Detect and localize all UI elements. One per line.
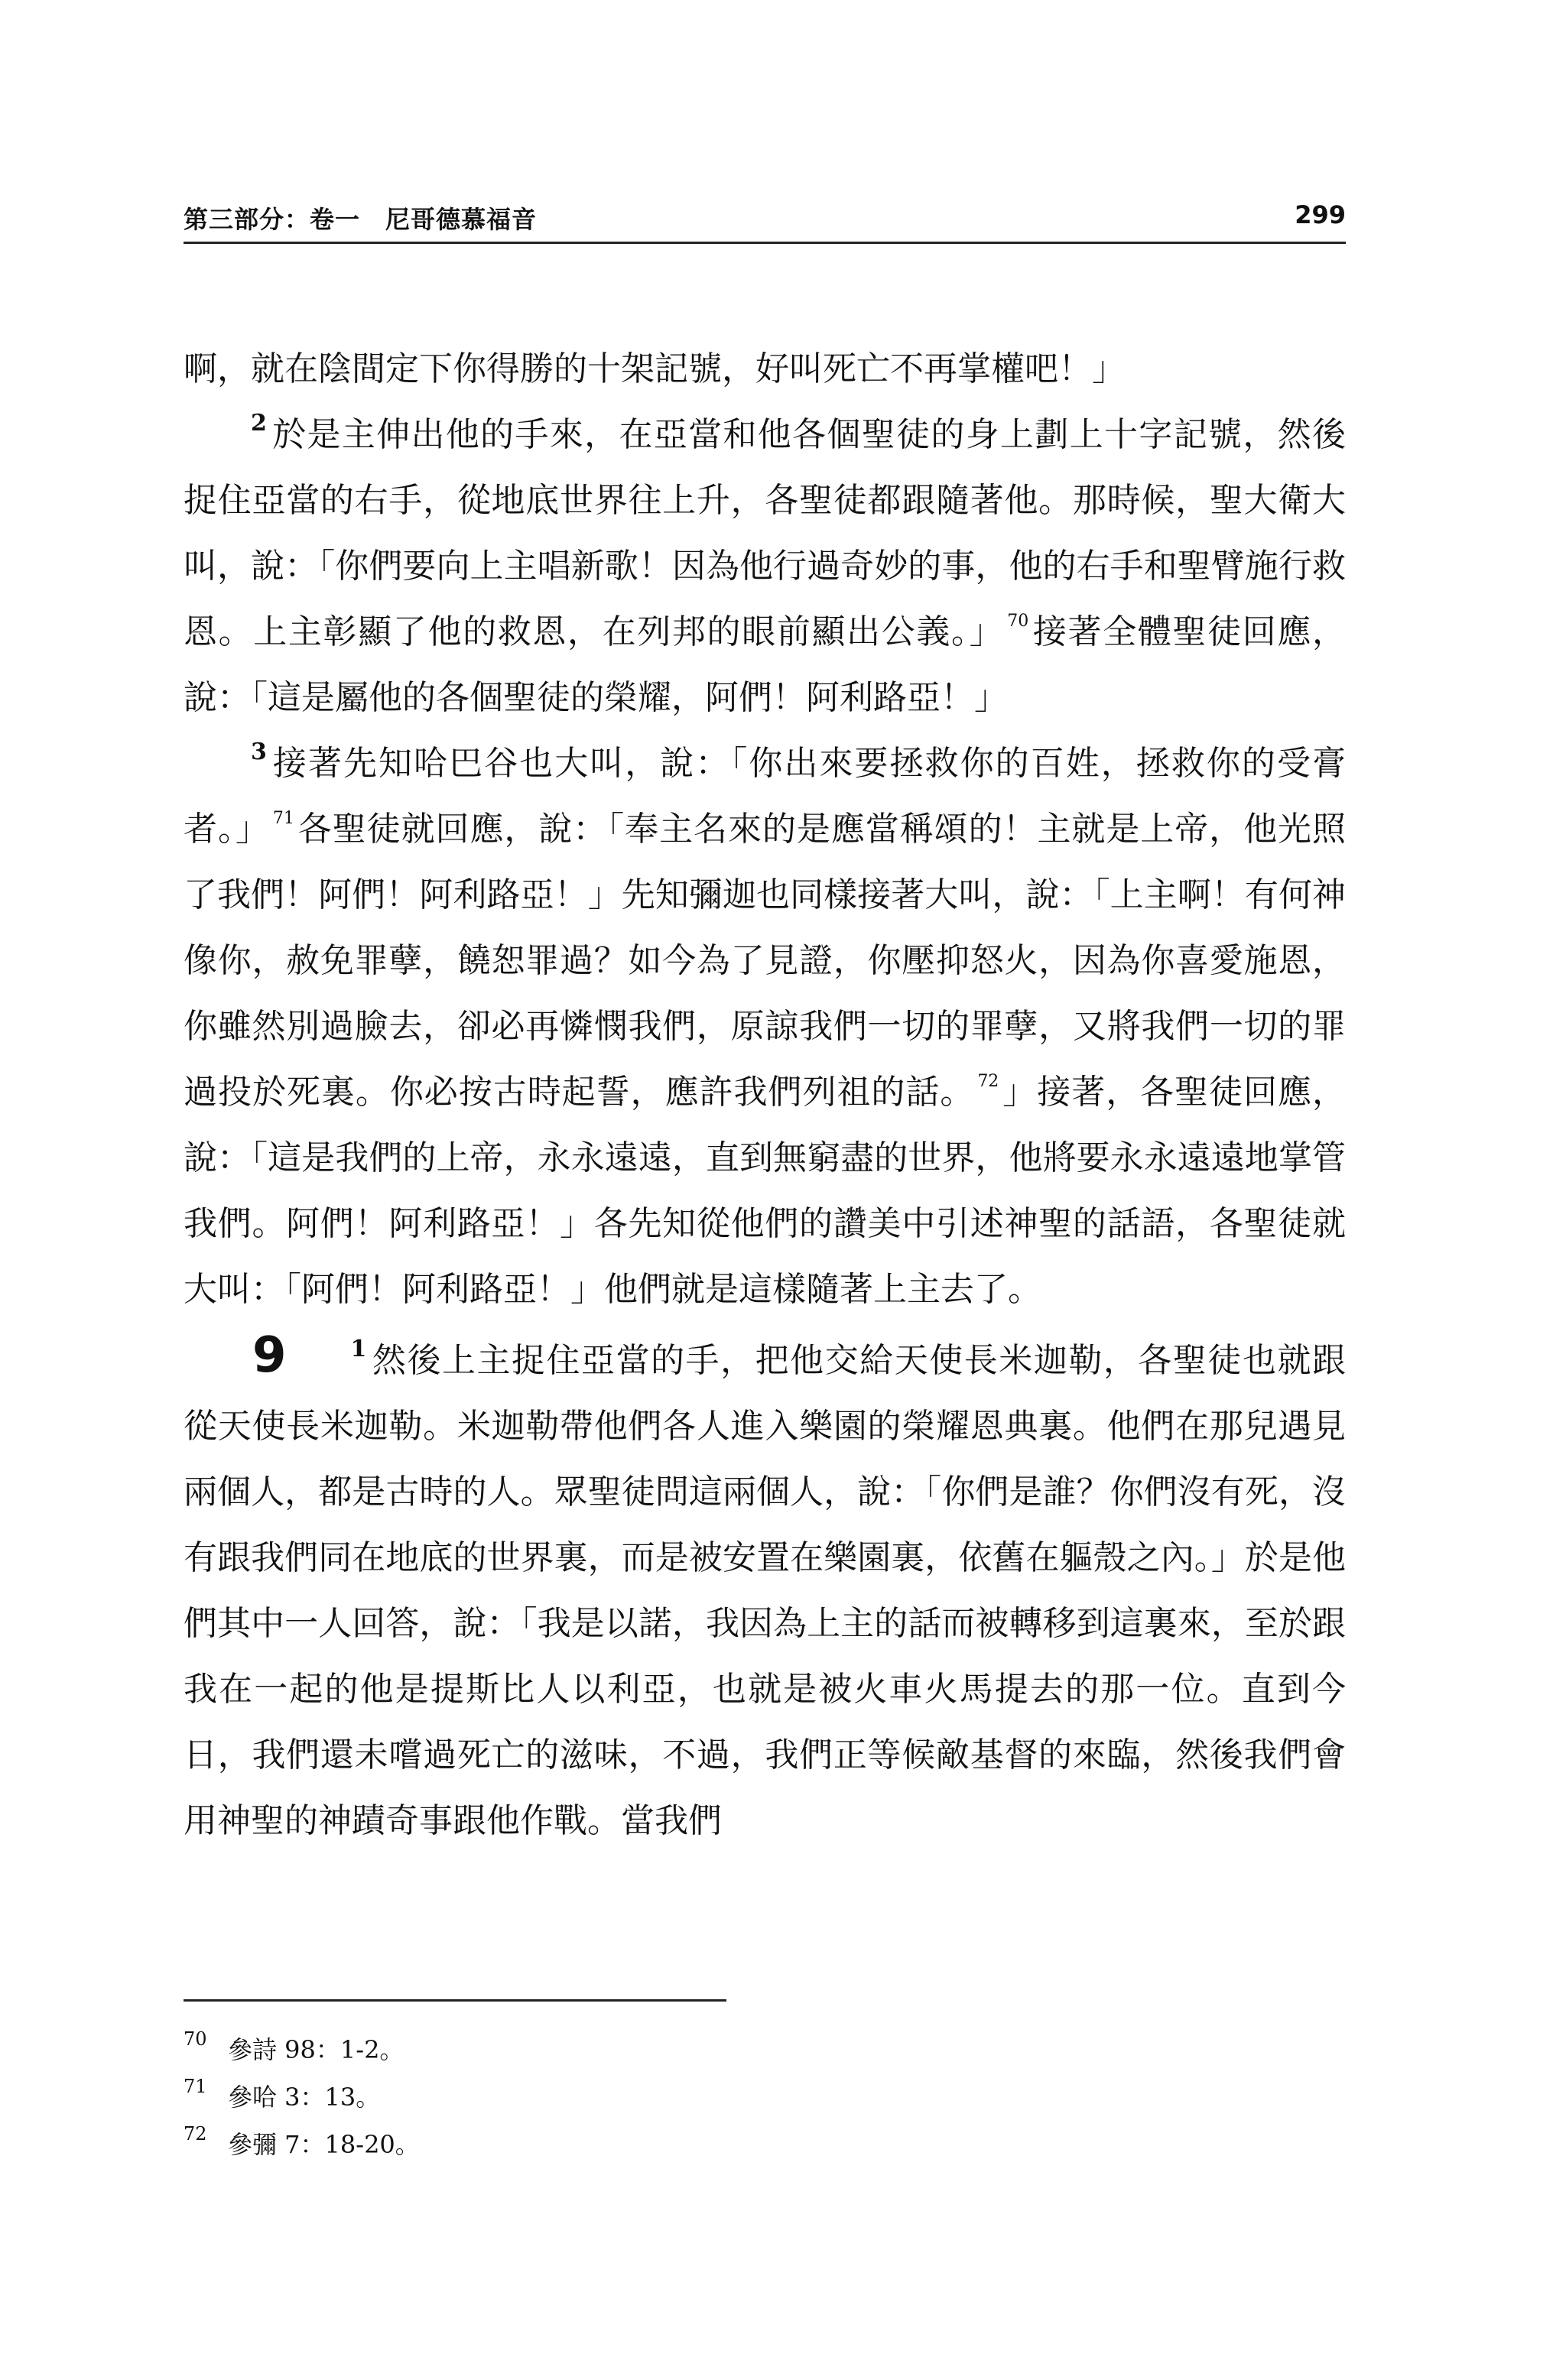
- footnote-text: 參彌 7：18-20。: [228, 2130, 420, 2159]
- text-run: 接著全體聖徒回應，說：「這是屬他的各個聖徒的榮耀，阿們！阿利路亞！」: [184, 612, 1347, 717]
- chapter-number: 9: [252, 1327, 287, 1384]
- footnotes: [184, 2026, 948, 2168]
- running-header: [184, 200, 1346, 244]
- text-run: 啊，就在陰間定下你得勝的十架記號，好叫死亡不再掌權吧！」: [184, 349, 1126, 388]
- page-number: 299: [1295, 200, 1346, 229]
- footnote-text: 參哈 3：13。: [228, 2083, 381, 2112]
- paragraph-verse-3: [184, 731, 1346, 1323]
- footnote-divider: [184, 1999, 726, 2002]
- footnote-70: [184, 2026, 948, 2073]
- footnote-number: 72: [184, 2123, 207, 2145]
- text-run: 」接著，各聖徒回應，說：「這是我們的上帝，永永遠遠，直到無窮盡的世界，他將要永永遠遠地掌管我們。阿們！阿利路亞！」各先知從他們的讚美中引述神聖的話語，各聖徒就大叫：「阿們！阿利路亞！」他們就是這樣隨著上主去了。: [184, 1073, 1347, 1309]
- text-run: 於是主伸出他的手來，在亞當和他各個聖徒的身上劃上十字記號，然後捉住亞當的右手，從地底世界往上升，各聖徒都跟隨著他。那時候，聖大衛大叫，說：「你們要向上主唱新歌！因為他行過奇妙的事，他的右手和聖臂施行救恩。上主彰顯了他的救恩，在列邦的眼前顯出公義。」: [184, 415, 1346, 651]
- verse-number: 1: [350, 1336, 367, 1362]
- footnote-72: [184, 2121, 948, 2168]
- paragraph-continued: [184, 336, 1346, 402]
- body-text: [184, 336, 1346, 1854]
- text-run: 各聖徒就回應，說：「奉主名來的是應當稱頌的！主就是上帝，他光照了我們！阿們！阿利路亞！」先知彌迦也同樣接著大叫，說：「上主啊！有何神像你，赦免罪孽，饒恕罪過？如今為了見證，你壓抑怒火，因為你喜愛施恩，你雖然別過臉去，卻必再憐憫我們，原諒我們一切的罪孽，又將我們一切的罪過投於死裏。你必按古時起誓，應許我們列祖的話。: [184, 810, 1347, 1112]
- footnote-text: 參詩 98：1-2。: [228, 2035, 404, 2064]
- paragraph-chapter-9: [184, 1323, 1346, 1854]
- footnote-ref-72: 72: [977, 1072, 999, 1091]
- footnote-number: 70: [184, 2028, 207, 2050]
- verse-number: 2: [251, 410, 267, 437]
- footnote-number: 71: [184, 2076, 207, 2097]
- section-title: 第三部分：卷一 尼哥德慕福音: [184, 205, 538, 234]
- paragraph-verse-2: [184, 402, 1346, 731]
- footnote-71: [184, 2073, 948, 2121]
- text-run: 接著先知哈巴谷也大叫，說：「你出來要拯救你的百姓，拯救你的受膏者。」: [184, 744, 1346, 849]
- footnote-ref-71: 71: [272, 809, 294, 828]
- verse-number: 3: [251, 739, 267, 765]
- text-run: 然後上主捉住亞當的手，把他交給天使長米迦勒，各聖徒也就跟從天使長米迦勒。米迦勒帶他們各人進入樂園的榮耀恩典裏。他們在那兒遇見兩個人，都是古時的人。眾聖徒問這兩個人，說：「你們是誰？你們沒有死，沒有跟我們同在地底的世界裏，而是被安置在樂園裏，依舊在軀殼之內。」於是他們其中一人回答，說：「我是以諾，我因為上主的話而被轉移到這裏來，至於跟我在一起的他是提斯比人以利亞，也就是被火車火馬提去的那一位。直到今日，我們還未嚐過死亡的滋味，不過，我們正等候敵基督的來臨，然後我們會用神聖的神蹟奇事跟他作戰。當我們: [184, 1341, 1346, 1840]
- footnote-ref-70: 70: [1007, 612, 1029, 631]
